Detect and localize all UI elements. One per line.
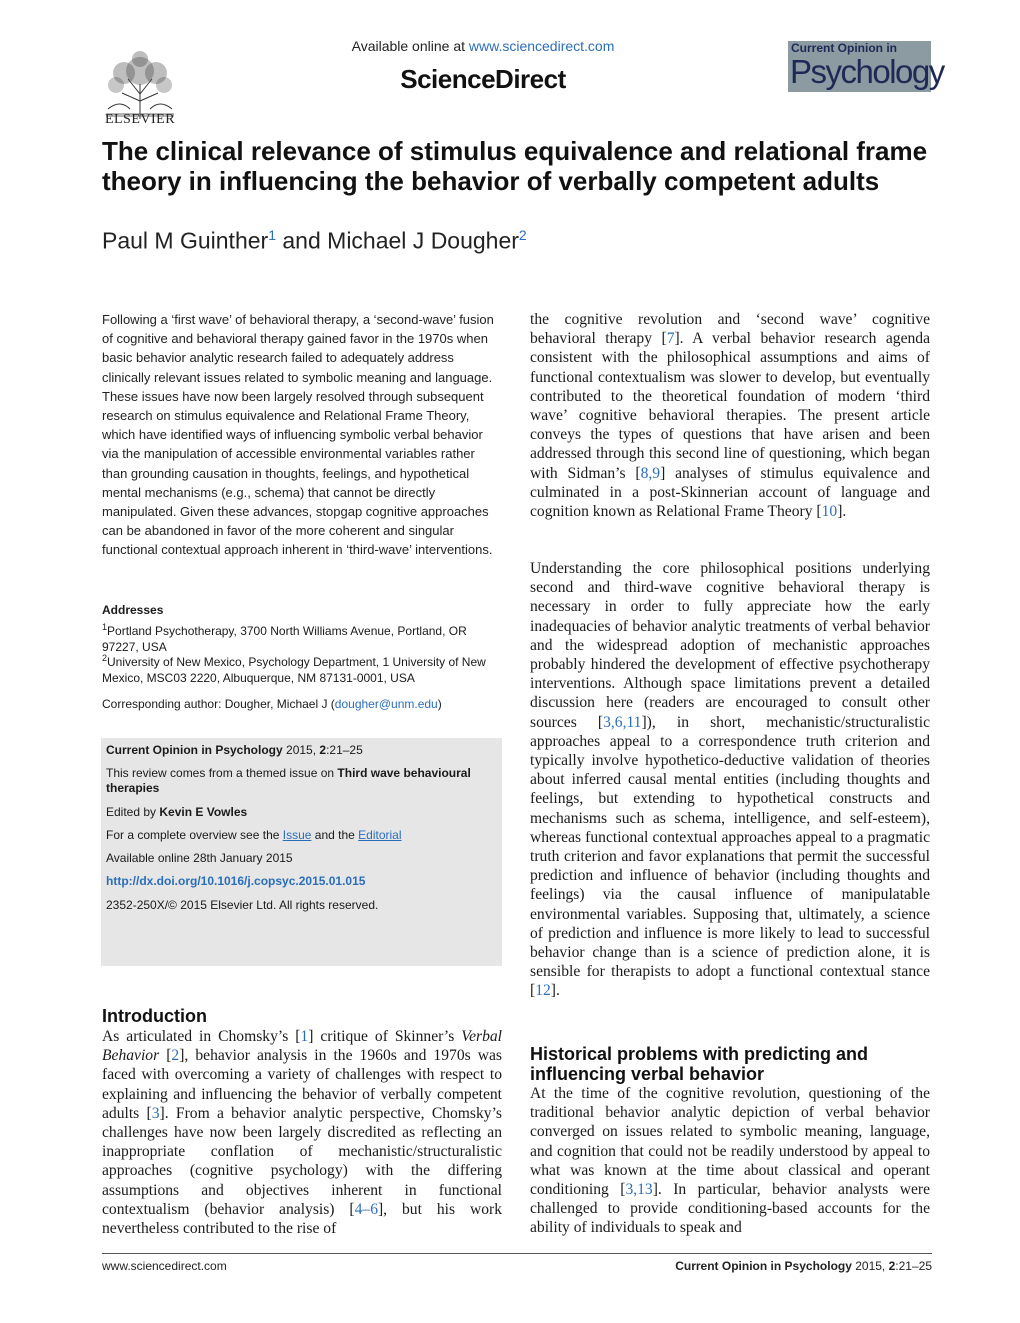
overview-mid: and the bbox=[311, 828, 359, 842]
citation-link[interactable]: 10 bbox=[821, 503, 838, 521]
citation-line bbox=[106, 743, 498, 758]
article-title: The clinical relevance of stimulus equivalence and relational frame theory in influencing the behavior of verbally competent adults bbox=[102, 136, 928, 196]
editor-name: Kevin E Vowles bbox=[159, 805, 248, 819]
address-2-marker: 2 bbox=[102, 653, 108, 663]
overview-line bbox=[106, 828, 498, 843]
footer-pages: :21–25 bbox=[895, 1259, 932, 1273]
theme-name: Third wave behavioural therapies bbox=[106, 766, 471, 795]
citation-volume: 2 bbox=[319, 743, 327, 757]
corresponding-email-link[interactable]: dougher@unm.edu bbox=[334, 697, 438, 711]
article-info-box bbox=[101, 738, 502, 966]
citation-link[interactable]: 1 bbox=[300, 1028, 309, 1045]
footer-rule bbox=[102, 1253, 932, 1254]
citation-link[interactable]: 2 bbox=[171, 1047, 180, 1065]
journal-badge-large-text: Psychology bbox=[790, 53, 944, 90]
citation-link[interactable]: 4–6 bbox=[354, 1200, 378, 1218]
available-online-prefix: Available online at bbox=[351, 38, 469, 54]
footer-year: 2015, bbox=[851, 1259, 889, 1273]
citation-journal: Current Opinion in Psychology bbox=[106, 743, 283, 757]
citation-link[interactable]: 3 bbox=[151, 1104, 160, 1122]
edited-prefix: Edited by bbox=[106, 805, 160, 819]
copyright-line: 2352-250X/© 2015 Elsevier Ltd. All rights reserved. bbox=[106, 898, 379, 912]
citation-pages: :21–25 bbox=[326, 743, 363, 757]
citation-link[interactable]: 12 bbox=[535, 982, 551, 1000]
doi-link[interactable]: http://dx.doi.org/10.1016/j.copsyc.2015.01.015 bbox=[106, 874, 366, 888]
address-1-text: Portland Psychotherapy, 3700 North Williams Avenue, Portland, OR 97227, USA bbox=[102, 624, 467, 654]
sciencedirect-link[interactable]: www.sciencedirect.com bbox=[468, 38, 615, 54]
historical-problems-heading: Historical problems with predicting and influencing verbal behavior bbox=[530, 1044, 869, 1084]
citation-link[interactable]: 8,9 bbox=[640, 464, 661, 482]
editorial-link[interactable]: Editorial bbox=[358, 828, 402, 842]
author-1: Paul M Guinther bbox=[102, 227, 269, 254]
address-1 bbox=[102, 620, 494, 655]
overview-prefix: For a complete overview see the bbox=[106, 828, 283, 842]
author-2: Michael J Dougher bbox=[327, 227, 519, 254]
citation-link[interactable]: 3,13 bbox=[625, 1181, 653, 1199]
journal-badge bbox=[788, 41, 944, 92]
footer-citation bbox=[675, 1259, 932, 1273]
historical-problems-paragraph: At the time of the cognitive revolution, questioning of the traditional behavior analytic depiction of verbal behavior converged on issues related to symbolic meaning, language, and cognition that could not be readily understood by appeal to what was known at the time about classical and operant conditioning [3,13]. In particular, behavior analysts were challenged to provide conditioning-based accounts for the ability of individuals to speak and bbox=[530, 1085, 930, 1237]
introduction-paragraph: As articulated in Chomsky’s [1] critique of Skinner’s Verbal Behavior [2], behavior analysis in the 1960s and 1970s was faced with overcoming a variety of challenges with respect to explaining and influencing the behavior of verbally competent adults [3]. From a behavior analytic perspective, Chomsky’s challenges have now been largely discredited as reflecting an inappropriate conflation of mechanistic/structuralistic approaches (cognitive psychology) with the differing assumptions and objectives inherent in functional contextualism (behavior analysis) [4–6], but his work nevertheless contributed to the rise of bbox=[102, 1028, 502, 1238]
address-1-marker: 1 bbox=[102, 622, 108, 632]
author-line bbox=[102, 227, 527, 255]
citation-link[interactable]: 3,6,11 bbox=[603, 713, 642, 731]
theme-prefix: This review comes from a themed issue on bbox=[106, 766, 338, 780]
citation-link[interactable]: 7 bbox=[666, 330, 675, 348]
author-1-affiliation-marker[interactable]: 1 bbox=[268, 227, 276, 243]
corresponding-suffix: ) bbox=[437, 697, 442, 711]
footer-url[interactable]: www.sciencedirect.com bbox=[102, 1259, 227, 1273]
author-join: and bbox=[276, 227, 328, 254]
publisher-wordmark: ELSEVIER bbox=[104, 112, 176, 127]
footer-journal: Current Opinion in Psychology bbox=[675, 1259, 852, 1273]
author-2-affiliation-marker[interactable]: 2 bbox=[518, 227, 527, 243]
themed-issue-line bbox=[106, 766, 498, 796]
available-online-date: Available online 28th January 2015 bbox=[106, 851, 293, 865]
journal-badge-small-text: Current Opinion in bbox=[791, 41, 897, 55]
address-2 bbox=[102, 651, 494, 686]
addresses-heading: Addresses bbox=[102, 603, 164, 617]
edited-by-line bbox=[106, 805, 498, 820]
intro-continued-paragraph: the cognitive revolution and ‘second wave’ cognitive behavioral therapy [7]. A verbal behavior research agenda consistent with the philosophical assumptions and aims of functional contextualism was slower to develop, but eventually contributed to the theoretical foundation of modern ‘third wave’ cognitive behavioral therapies. The present article conveys the types of questions that have arisen and been addressed through this second line of questioning, which began with Sidman’s [8,9] analyses of stimulus equivalence and culminated in a post-Skinnerian account of language and cognition known as Relational Frame Theory [10]. bbox=[530, 311, 931, 521]
corresponding-prefix: Corresponding author: Dougher, Michael J ( bbox=[102, 697, 335, 711]
issue-link[interactable]: Issue bbox=[282, 828, 312, 842]
abstract: Following a ‘first wave’ of behavioral therapy, a ‘second-wave’ fusion of cognitive and behavioral therapy gained favor in the 1970s when basic behavior analytic research failed to adequately address clinically relevant issues related to symbolic meaning and language. These issues have now been largely resolved through subsequent research on stimulus equivalence and Relational Frame Theory, which have identified ways of influencing symbolic verbal behavior via the manipulation of accessible environmental variables rather than grounding causation in thoughts, feelings, and hypothetical mental mechanisms (e.g., schema) that cannot be directly manipulated. Given these advances, stopgap cognitive approaches can be abandoned in favor of the more coherent and singular functional contextual approach inherent in ‘third-wave’ interventions. bbox=[102, 312, 494, 558]
address-2-text: University of New Mexico, Psychology Department, 1 University of New Mexico, MSC03 2220, Albuquerque, NM 87131-0001, USA bbox=[102, 655, 486, 685]
footer-volume: 2 bbox=[888, 1259, 896, 1273]
platform-name: ScienceDirect bbox=[400, 64, 566, 94]
philosophical-positions-paragraph: Understanding the core philosophical positions underlying second and third-wave cognitive behavioral therapy is necessary in order to fully appreciate how the early inadequacies of behavior analytic treatments of verbal behavior and the widespread adoption of mechanistic approaches probably hindered the development of effective psychotherapy interventions. Although space limitations prevent a detailed discussion here (readers are encouraged to consult other sources [3,6,11]), in short, mechanistic/structuralistic approaches appeal to a correspondence truth criterion and typically involve hypothetico-deductive validation of theories about inferred causal mental entities (including thoughts and feelings, but extending to hypothetical constructs and mechanisms such as schema, intelligence, and self-esteem), whereas functional contextual approaches appeal to a pragmatic truth criterion and favor explanations that permit the successful prediction and influence of behavior (including thoughts and feelings) via the causal influence of manipulatable environmental variables. Supposing that, ultimately, a science of prediction and influence is more likely to lead to successful behavior change than is a science of prediction alone, it is sensible for therapists to adopt a functional contextual stance [12]. bbox=[530, 560, 930, 1000]
introduction-heading: Introduction bbox=[102, 1006, 207, 1026]
available-online-line bbox=[300, 38, 666, 54]
citation-year: 2015, bbox=[282, 743, 320, 757]
corresponding-author bbox=[102, 697, 494, 711]
